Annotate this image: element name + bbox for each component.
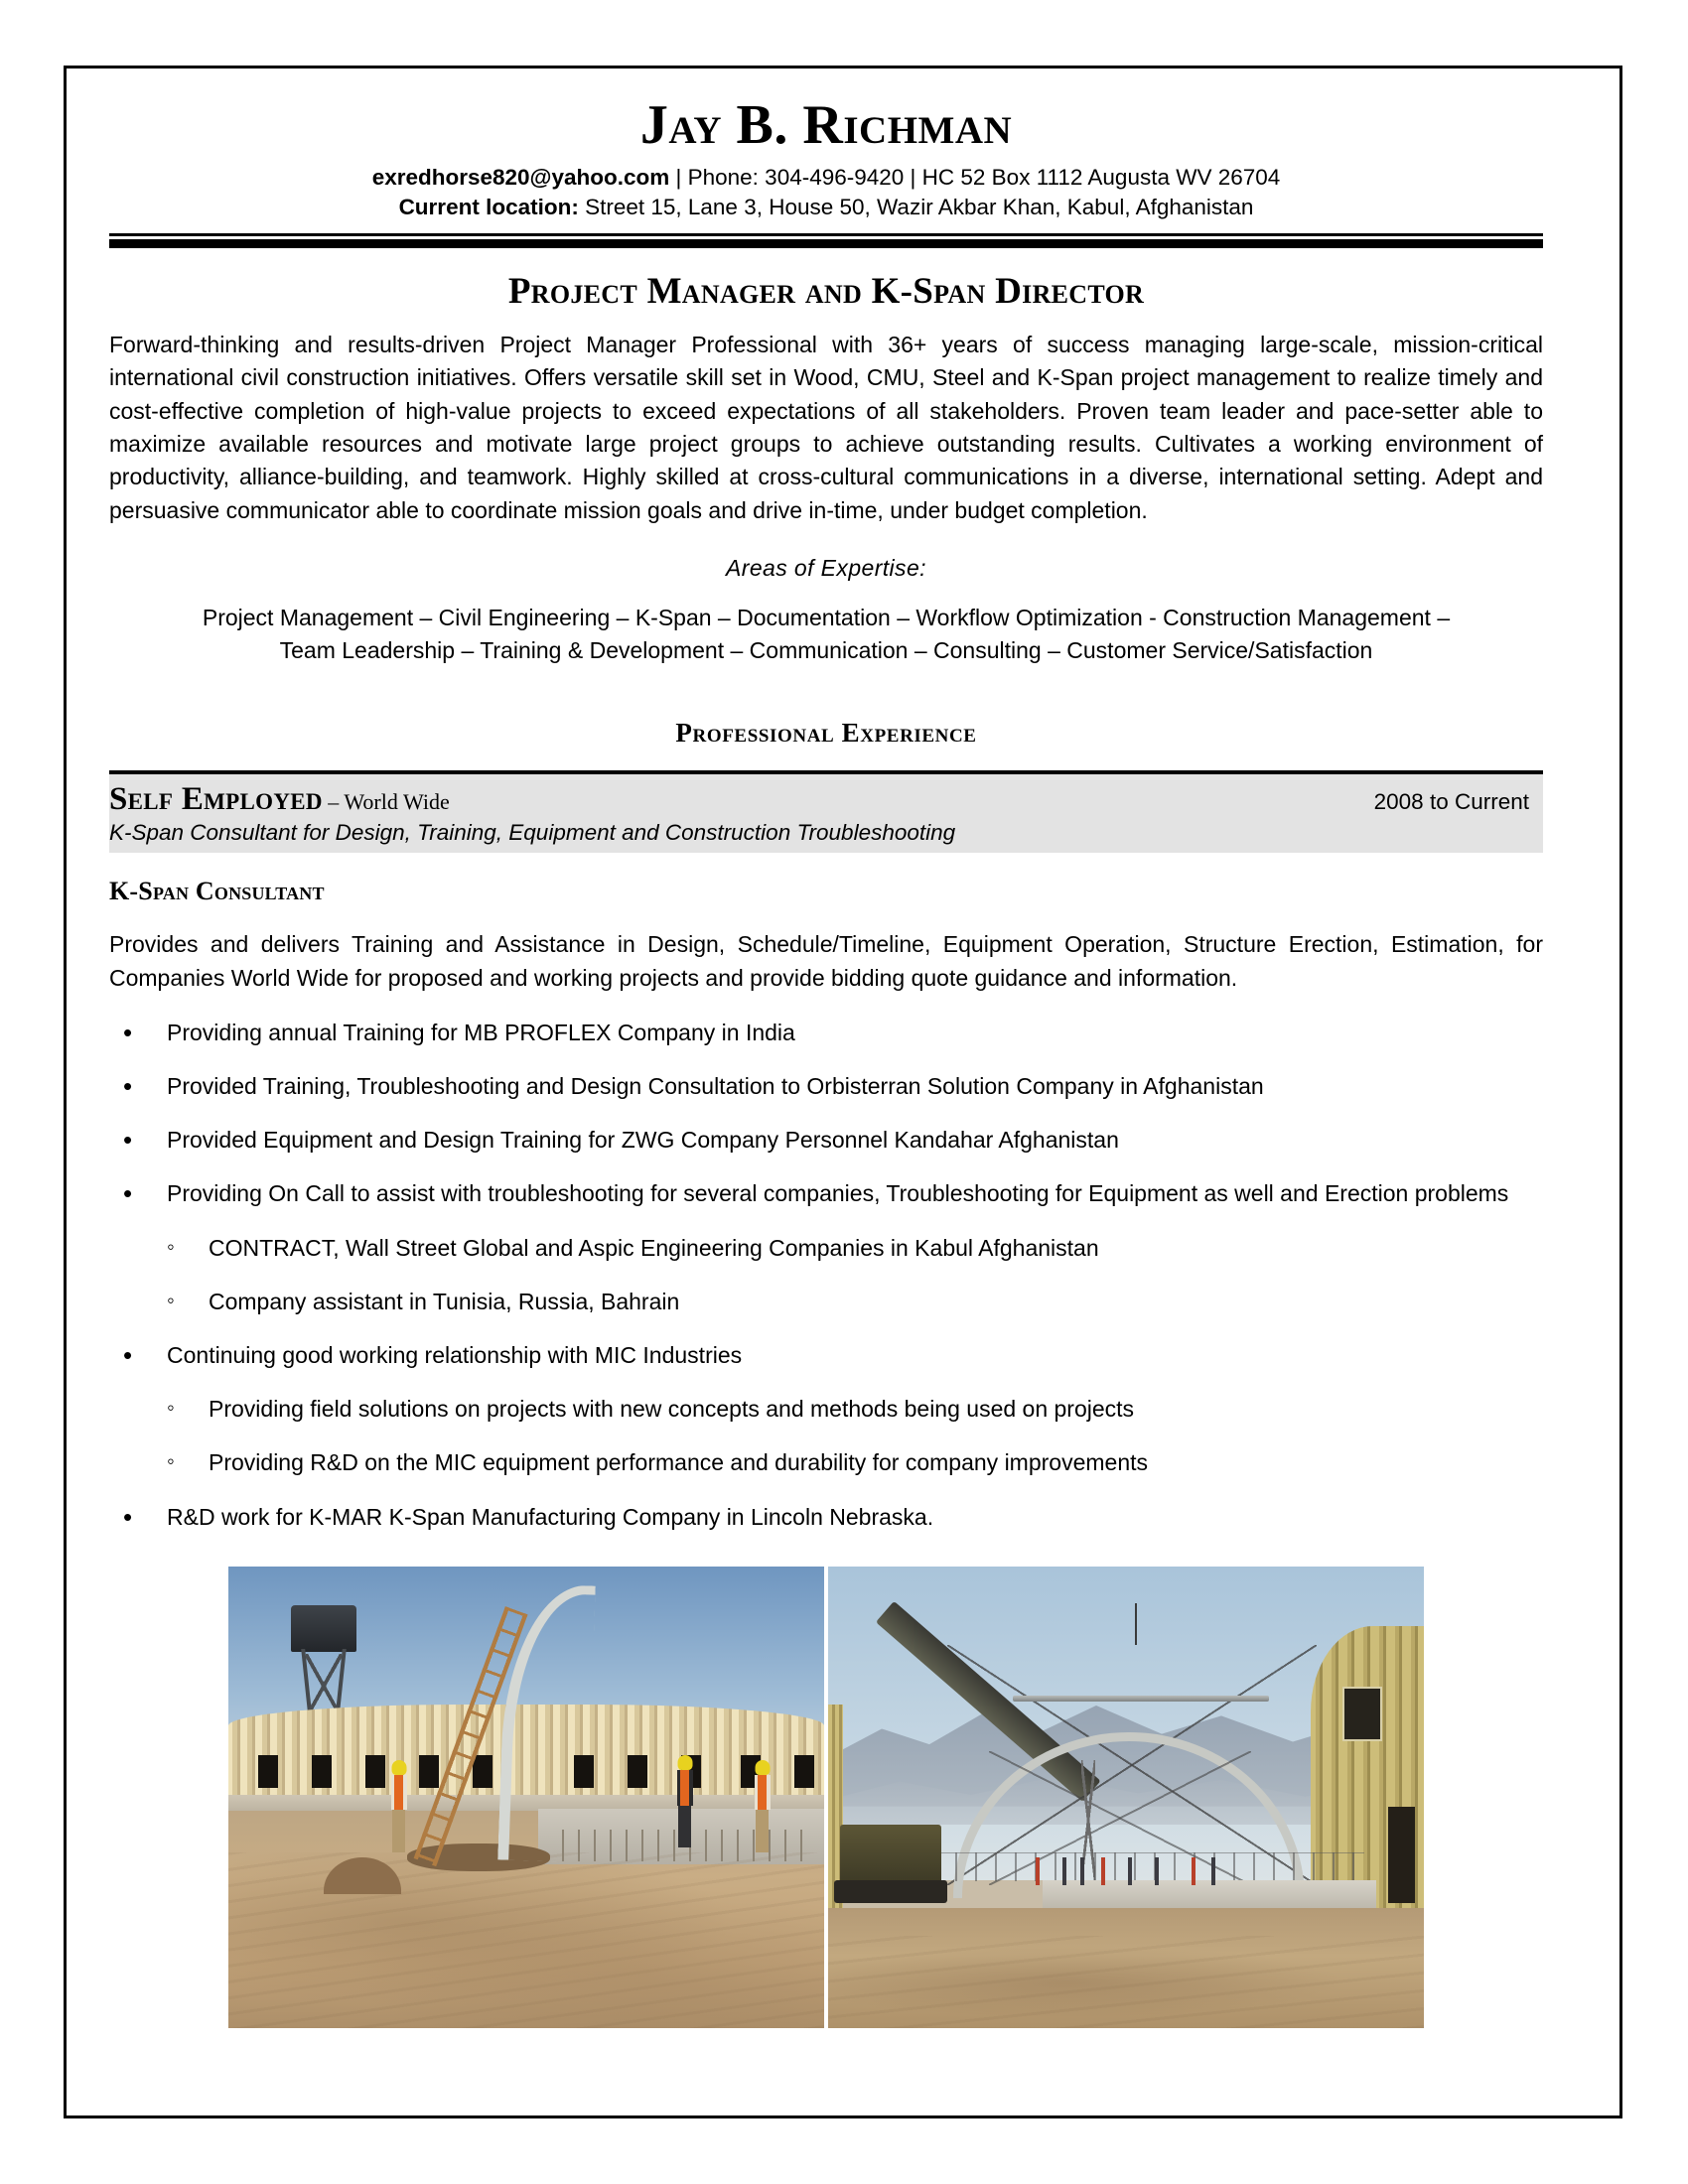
responsibility-list-final xyxy=(109,1501,1543,1533)
employer-name xyxy=(109,781,450,818)
list-item: • Provided Training, Troubleshooting and Design Consultation to Orbisterran Solution Company in Afghanistan xyxy=(109,1070,1543,1102)
employer-name-text: Self Employed xyxy=(109,781,323,818)
list-item: ◦ CONTRACT, Wall Street Global and Aspic Engineering Companies in Kabul Afghanistan xyxy=(109,1232,1543,1264)
list-item: • Provided Equipment and Design Training for ZWG Company Personnel Kandahar Afghanistan xyxy=(109,1124,1543,1156)
areas-of-expertise-title: Areas of Expertise: xyxy=(726,554,926,581)
construction-worker xyxy=(675,1755,694,1847)
worker-group xyxy=(1031,1857,1257,1885)
header xyxy=(109,95,1543,248)
list-item: • R&D work for K-MAR K-Span Manufacturing Company in Lincoln Nebraska. xyxy=(109,1501,1543,1533)
employer-location: – World Wide xyxy=(322,789,450,815)
role-title: K-Span Consultant xyxy=(109,877,325,906)
employment-dates: 2008 to Current xyxy=(1373,789,1529,815)
phone-and-address: | Phone: 304-496-9420 | HC 52 Box 1112 Augusta WV 26704 xyxy=(669,165,1281,191)
responsibility-sublist-1 xyxy=(109,1232,1543,1317)
header-divider xyxy=(109,233,1543,248)
list-item: ◦ Providing R&D on the MIC equipment performance and durability for company improvements xyxy=(109,1446,1543,1478)
project-photo-gallery xyxy=(109,1567,1543,2028)
professional-summary: Forward-thinking and results-driven Project Manager Professional with 36+ years of success managing large-scale, mission-critical international civil construction initiatives. Offers versatile skill set in Wood, CMU, Steel and K-Span project management to realize timely and cost-effective completion of high-value projects to exceed expectations of all stakeholders. Proven team leader and pace-setter able to maximize available resources and motivate large project groups to achieve outstanding results. Cultivates a working environment of productivity, alliance-building, and teamwork. Highly skilled at cross-cultural communications in a diverse, international setting. Adept and persuasive communicator able to coordinate mission goals and drive in-time, under budget completion. xyxy=(109,331,1543,523)
list-item: ◦ Providing field solutions on projects with new concepts and methods being used on projects xyxy=(109,1393,1543,1425)
photo-kspan-arch-lift xyxy=(828,1567,1424,2028)
current-location-label: Current location: xyxy=(398,195,579,220)
crane-spreader-bar xyxy=(1013,1696,1269,1702)
resume-content xyxy=(109,95,1543,2028)
employer-bar xyxy=(109,770,1543,853)
section-heading-professional-experience: Professional Experience xyxy=(675,718,977,749)
page-title: Jay B. Richman xyxy=(639,94,1013,156)
responsibility-list xyxy=(109,1017,1543,1210)
contact-line-primary xyxy=(109,163,1543,193)
responsibility-sublist-2 xyxy=(109,1393,1543,1478)
email-address: exredhorse820@yahoo.com xyxy=(371,165,670,191)
water-tower-tank xyxy=(291,1605,356,1652)
photo-kspan-worksite xyxy=(228,1567,824,2028)
list-item: • Providing On Call to assist with troubleshooting for several companies, Troubleshooting for Equipment as well and Erection problems xyxy=(109,1177,1543,1209)
list-item: • Continuing good working relationship with MIC Industries xyxy=(109,1339,1543,1371)
current-location-value: Street 15, Lane 3, House 50, Wazir Akbar Khan, Kabul, Afghanistan xyxy=(578,195,1254,220)
construction-worker xyxy=(389,1760,408,1852)
responsibility-list-continued xyxy=(109,1339,1543,1371)
list-item: • Providing annual Training for MB PROFLEX Company in India xyxy=(109,1017,1543,1048)
list-item: ◦ Company assistant in Tunisia, Russia, Bahrain xyxy=(109,1286,1543,1317)
job-title: Project Manager and K-Span Director xyxy=(507,270,1145,312)
areas-of-expertise-line-2: Team Leadership – Training & Development – Communication – Consulting – Customer Service/Satisfaction xyxy=(279,636,1373,663)
construction-worker xyxy=(753,1760,772,1852)
contact-line-location xyxy=(109,193,1543,222)
areas-of-expertise-line-1: Project Management – Civil Engineering – K-Span – Documentation – Workflow Optimization - Construction Management – xyxy=(202,604,1451,630)
employer-subtitle: K-Span Consultant for Design, Training, Equipment and Construction Troubleshooting xyxy=(109,820,956,846)
role-description: Provides and delivers Training and Assistance in Design, Schedule/Timeline, Equipment Operation, Structure Erection, Estimation, for Companies World Wide for proposed and working projects and provide bidding quote guidance and information. xyxy=(109,931,1543,991)
